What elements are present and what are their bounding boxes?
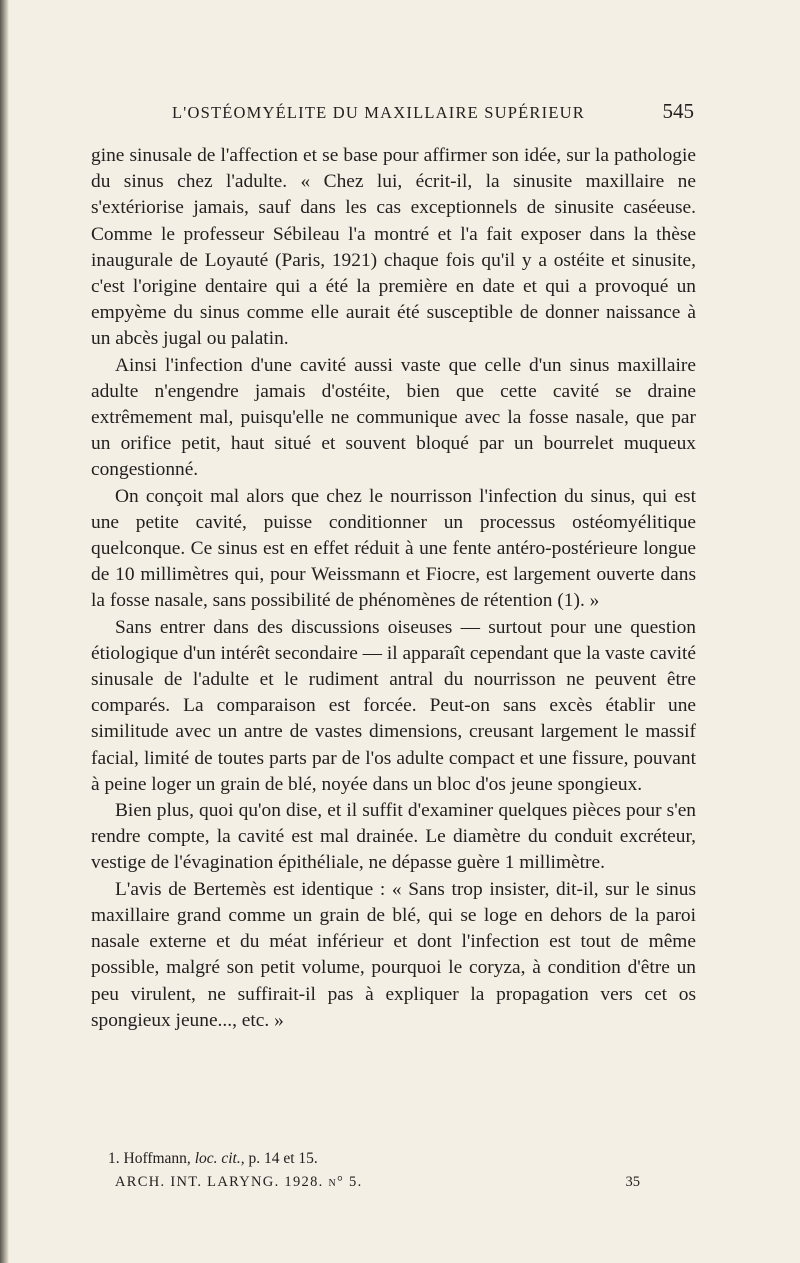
page-number: 545 (662, 99, 694, 123)
journal-signature: ARCH. INT. LARYNG. 1928. n° 5. (115, 1174, 363, 1190)
running-title: L'OSTÉOMYÉLITE DU MAXILLAIRE SUPÉRIEUR (172, 103, 585, 122)
running-head (172, 101, 702, 127)
paragraph: gine sinusale de l'affection et se base pour affirmer son idée, sur la pathologie du sinus chez l'adulte. « Chez lui, écrit-il, la sinusite maxillaire ne s'extériorise jamais, sauf dans les cas exceptionnels de sinusite caséeuse. Comme le professeur Sébileau l'a montré et l'a fait exposer dans la thèse inaugurale de Loyauté (Paris, 1921) chaque fois qu'il y a ostéite et sinusite, c'est l'origine dentaire qui a été la première en date et qui a provoqué un empyème du sinus comme elle aurait été susceptible de donner naissance à un abcès jugal ou palatin. (91, 145, 696, 350)
footnote-citation: loc. cit., (194, 1150, 245, 1167)
sheet-number: 35 (625, 1174, 640, 1190)
footnote-number: 1. (108, 1150, 120, 1167)
footnote-author: Hoffmann, (123, 1150, 191, 1167)
page-binding-edge (0, 0, 9, 1263)
footnote (108, 1150, 318, 1168)
printer-signature (115, 1174, 640, 1196)
paragraph: Sans entrer dans des discussions oiseuses — surtout pour une question étiologique d'un intérêt secondaire — il apparaît cependant que la vaste cavité sinusale de l'adulte et le rudiment antral du nourrisson ne peuvent être comparés. La comparaison est forcée. Peut-on sans excès établir une similitude avec un antre de vastes dimensions, creusant largement le massif facial, limité de toutes parts par de l'os adulte compact et une fissure, pouvant à peine loger un grain de blé, noyée dans un bloc d'os jeune spongieux. (91, 616, 696, 795)
paragraph: Bien plus, quoi qu'on dise, et il suffit d'examiner quelques pièces pour s'en rendre compte, la cavité est mal drainée. Le diamètre du conduit excréteur, vestige de l'évagination épithéliale, ne dépasse guère 1 millimètre. (91, 800, 696, 874)
paragraph: Ainsi l'infection d'une cavité aussi vaste que celle d'un sinus maxillaire adulte n'engendre jamais d'ostéite, bien que cette cavité se draine extrêmement mal, puisqu'elle ne communique avec la fosse nasale, que par un orifice petit, haut situé et souvent bloqué par un bourrelet muqueux congestionné. (91, 354, 696, 481)
footnote-pages: p. 14 et 15. (248, 1150, 318, 1167)
body-text (91, 143, 696, 1034)
paragraph: On conçoit mal alors que chez le nourrisson l'infection du sinus, qui est une petite cavité, puisse conditionner un processus ostéomyélitique quelconque. Ce sinus est en effet réduit à une fente antéro-postérieure longue de 10 millimètres qui, pour Weissmann et Fiocre, est largement ouverte dans la fosse nasale, sans possibilité de phénomènes de rétention (1). » (91, 485, 696, 612)
paragraph: L'avis de Bertemès est identique : « Sans trop insister, dit-il, sur le sinus maxillaire grand comme un grain de blé, qui se loge en dehors de la paroi nasale externe et du méat inférieur et dont l'infection est tout de même possible, malgré son petit volume, pourquoi le coryza, à condition d'être un peu virulent, ne suffirait-il pas à expliquer la propagation vers cet os spongieux jeune..., etc. » (91, 878, 696, 1031)
